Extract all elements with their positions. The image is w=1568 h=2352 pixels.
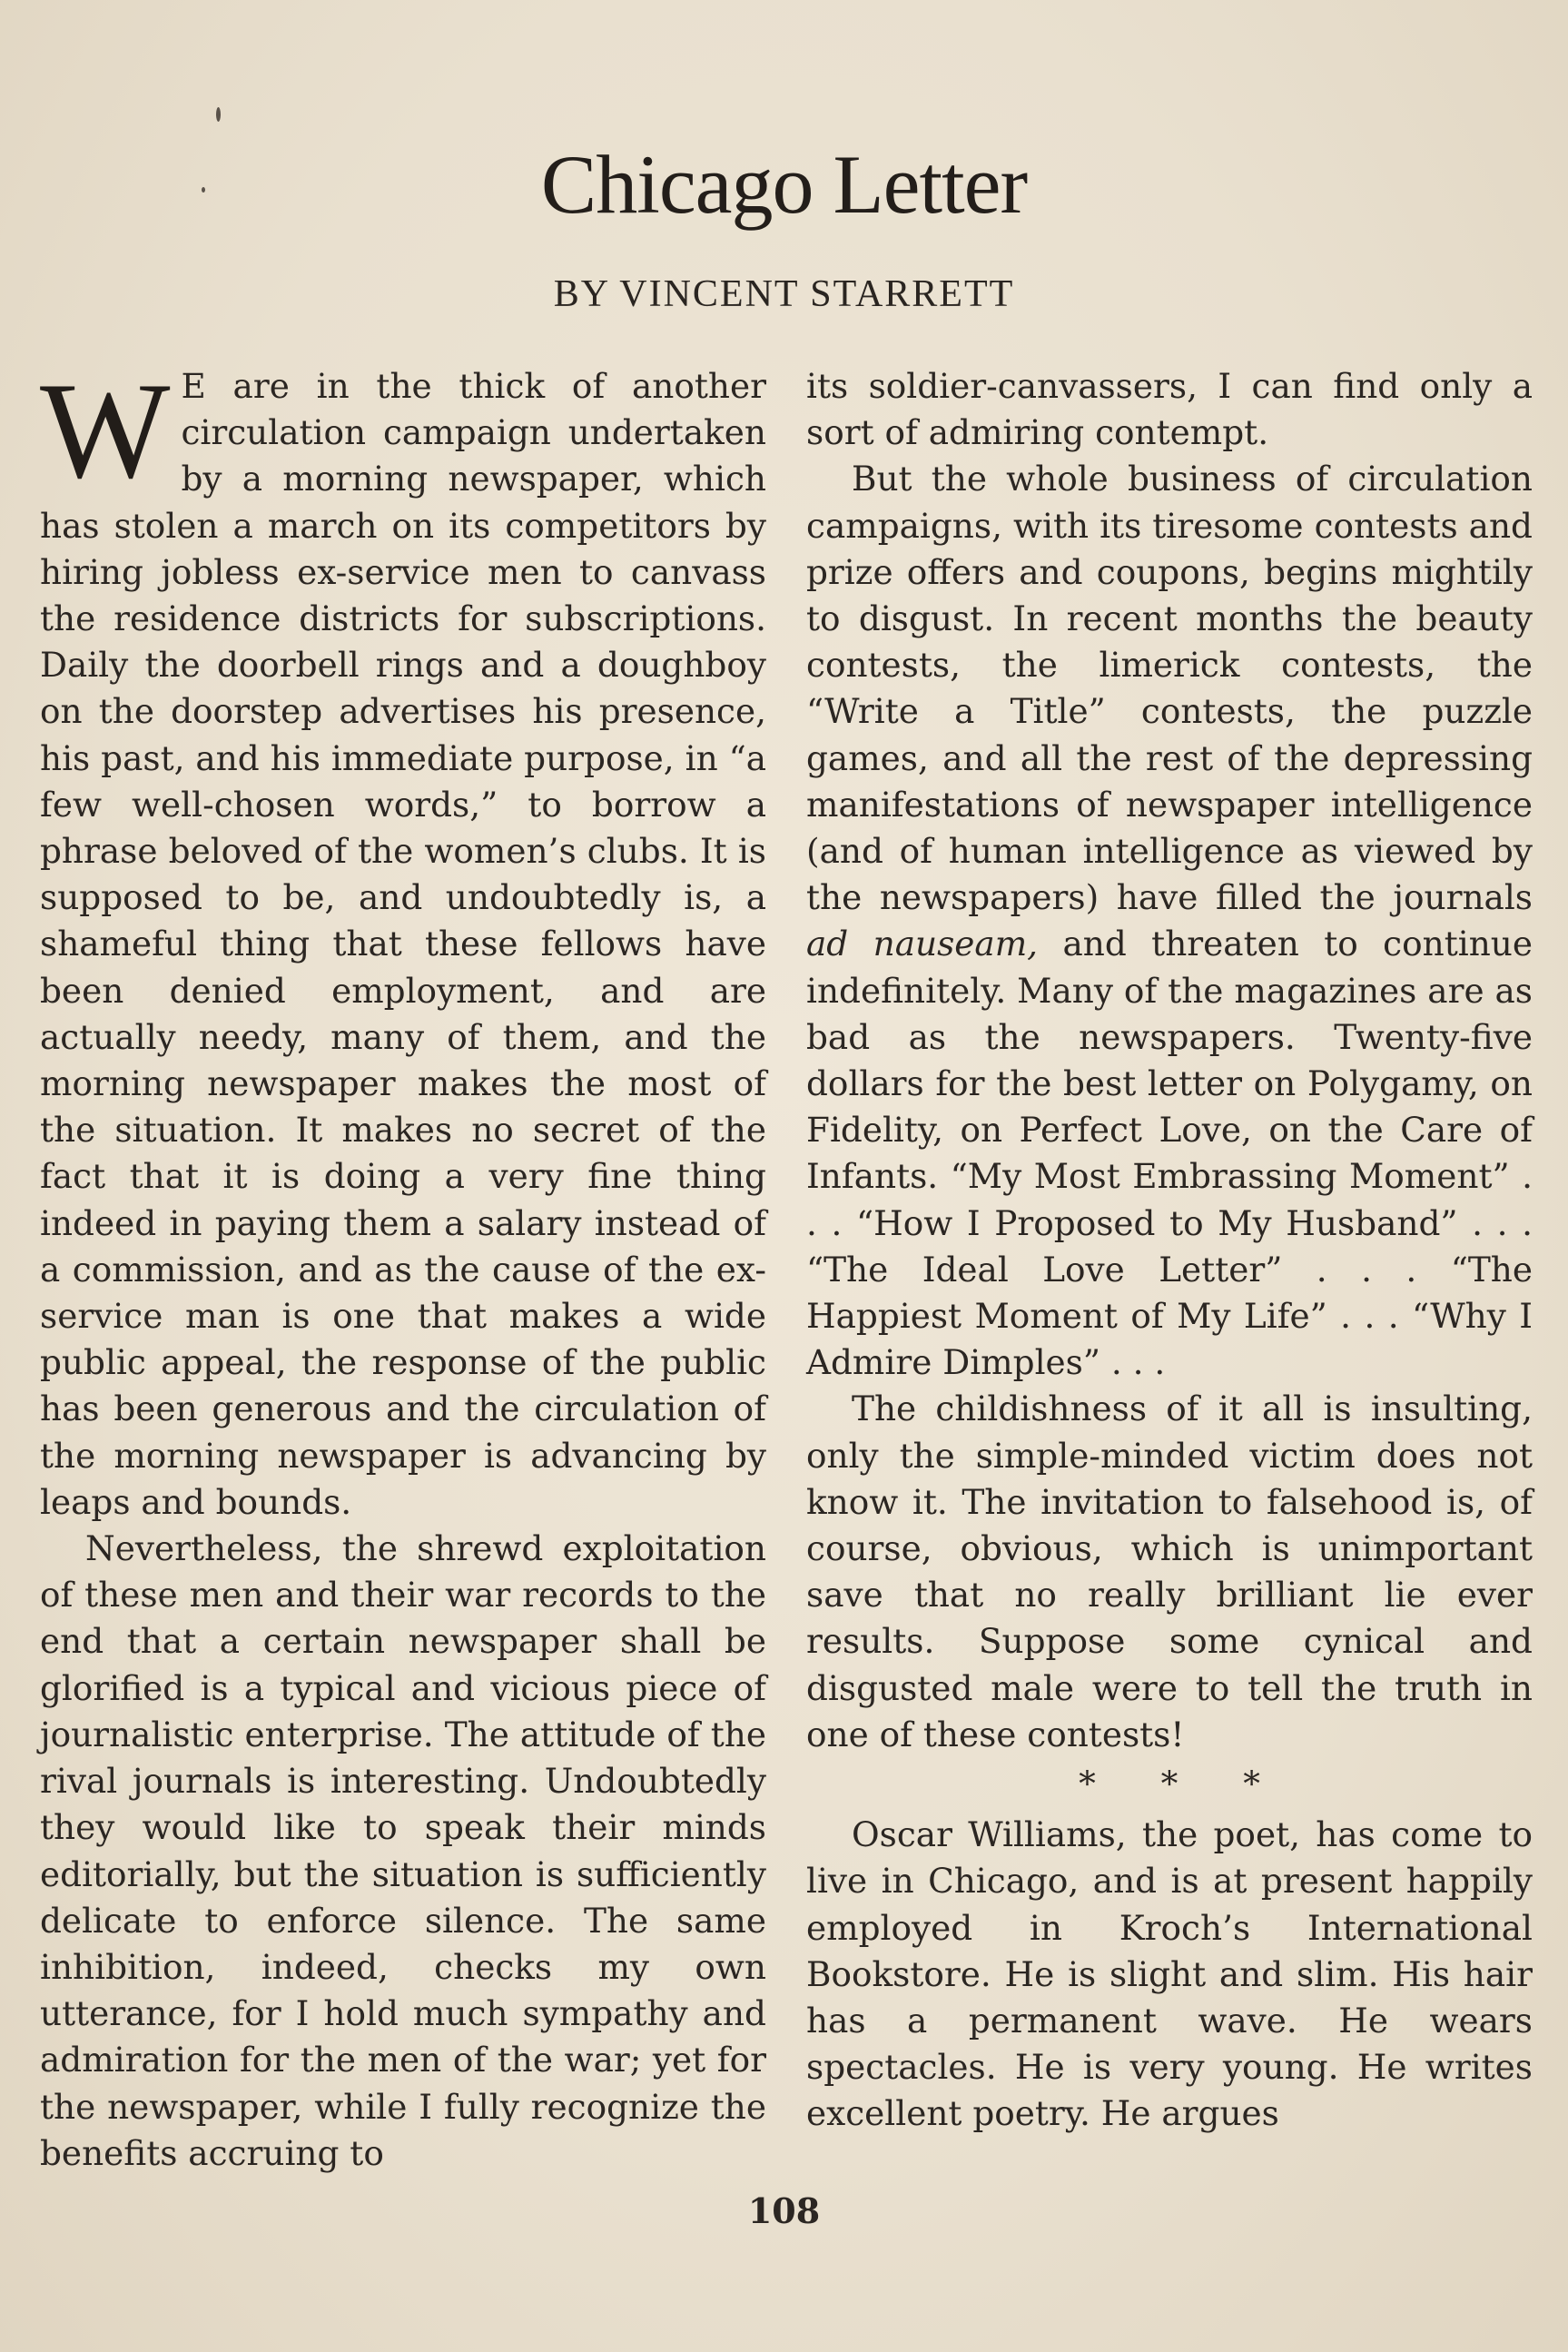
paragraph-3-italic: ad nauseam, xyxy=(806,924,1039,964)
page-number: 108 xyxy=(747,2190,821,2231)
paragraph-4: The childishness of it all is insulting, only the simple-minded victim does not know it. The invitation to falsehood is, of course, obvious, which is unimportant save that no really brilliant lie ever results. Suppose some cynical and disgusted male were to tell the truth in one of these contests! xyxy=(806,1388,1533,1754)
ink-speck xyxy=(216,107,221,122)
paragraph-1 xyxy=(40,354,766,1526)
right-column xyxy=(806,363,1533,2138)
paragraph-5: Oscar Williams, the poet, has come to live in Chicago, and is at present happily employed in Kroch’s International Bookstore. He is slight and slim. His hair has a permanent wave. He wears spectacles. He is very young. He writes excellent poetry. He argues xyxy=(806,1814,1533,2134)
author-byline: BY VINCENT STARRETT xyxy=(553,273,1015,315)
paragraph-1-text: E are in the thick of another circulation campaign undertaken by a morning newspaper, which has stolen a march on its competitors by hiring jobless ex-service men to canvass the residence districts for subscriptions. Daily the doorbell rings and a doughboy on the doorstep advertises his presence, his past, and his immediate purpose, in “a few well-chosen words,” to borrow a phrase beloved of the women’s clubs. It is supposed to be, and undoubtedly is, a shameful thing that these fellows have been denied employment, and are actually needy, many of them, and the morning newspaper makes the most of the situation. It makes no secret of the fact that it is doing a very fine thing indeed in paying them a salary instead of a commission, and as the cause of the ex-service man is one that makes a wide public appeal, the response of the public has been generous and the circulation of the morning newspaper is advancing by leaps and bounds. xyxy=(40,366,766,1522)
section-break-spacer xyxy=(806,1804,1533,1812)
paragraph-3 xyxy=(806,456,1533,1386)
section-break-asterisks: * * * xyxy=(1079,1764,1287,1804)
paragraph-2: Nevertheless, the shrewd exploitation of these men and their war records to the end that a certain newspaper shall be glorified is a typical and vicious piece of journalistic enterprise. The attitude of the rival journals is interesting. Undoubtedly they would like to speak their minds editorially, but the situation is sufficiently delicate to enforce silence. The same inhibition, indeed, checks my own utterance, for I hold much sympathy and admiration for the men of the war; yet for the newspaper, while I fully recognize the benefits accruing to xyxy=(40,1528,766,2173)
drop-cap: W xyxy=(40,354,171,507)
page-title: Chicago Letter xyxy=(540,138,1028,231)
paragraph-3-text-a: But the whole business of circulation campaigns, with its tiresome contests and prize offers and coupons, begins mightily to disgust. In recent months the beauty contests, the limerick contests, the “Write a Title” contests, the puzzle games, and all the rest of the depressing manifestations of newspaper intelligence (and of human intelligence as viewed by the newspapers) have filled the journals xyxy=(806,459,1533,918)
left-column xyxy=(40,354,766,2177)
paragraph-2-continued: its soldier-canvassers, I can find only a sort of admiring contempt. xyxy=(806,366,1533,453)
paragraph-3-text-b: and threaten to continue indefinitely. Many of the magazines are as bad as the newspapers. Twenty-five dollars for the best letter on Polygamy, on Fidelity, on Perfect Love, on the Care of Infants. “My Most Embrassing Moment” . . . “How I Proposed to My Husband” . . . “The Ideal Love Letter” . . . “The Happiest Moment of My Life” . . . “Why I Admire Dimples” . . . xyxy=(806,924,1533,1383)
